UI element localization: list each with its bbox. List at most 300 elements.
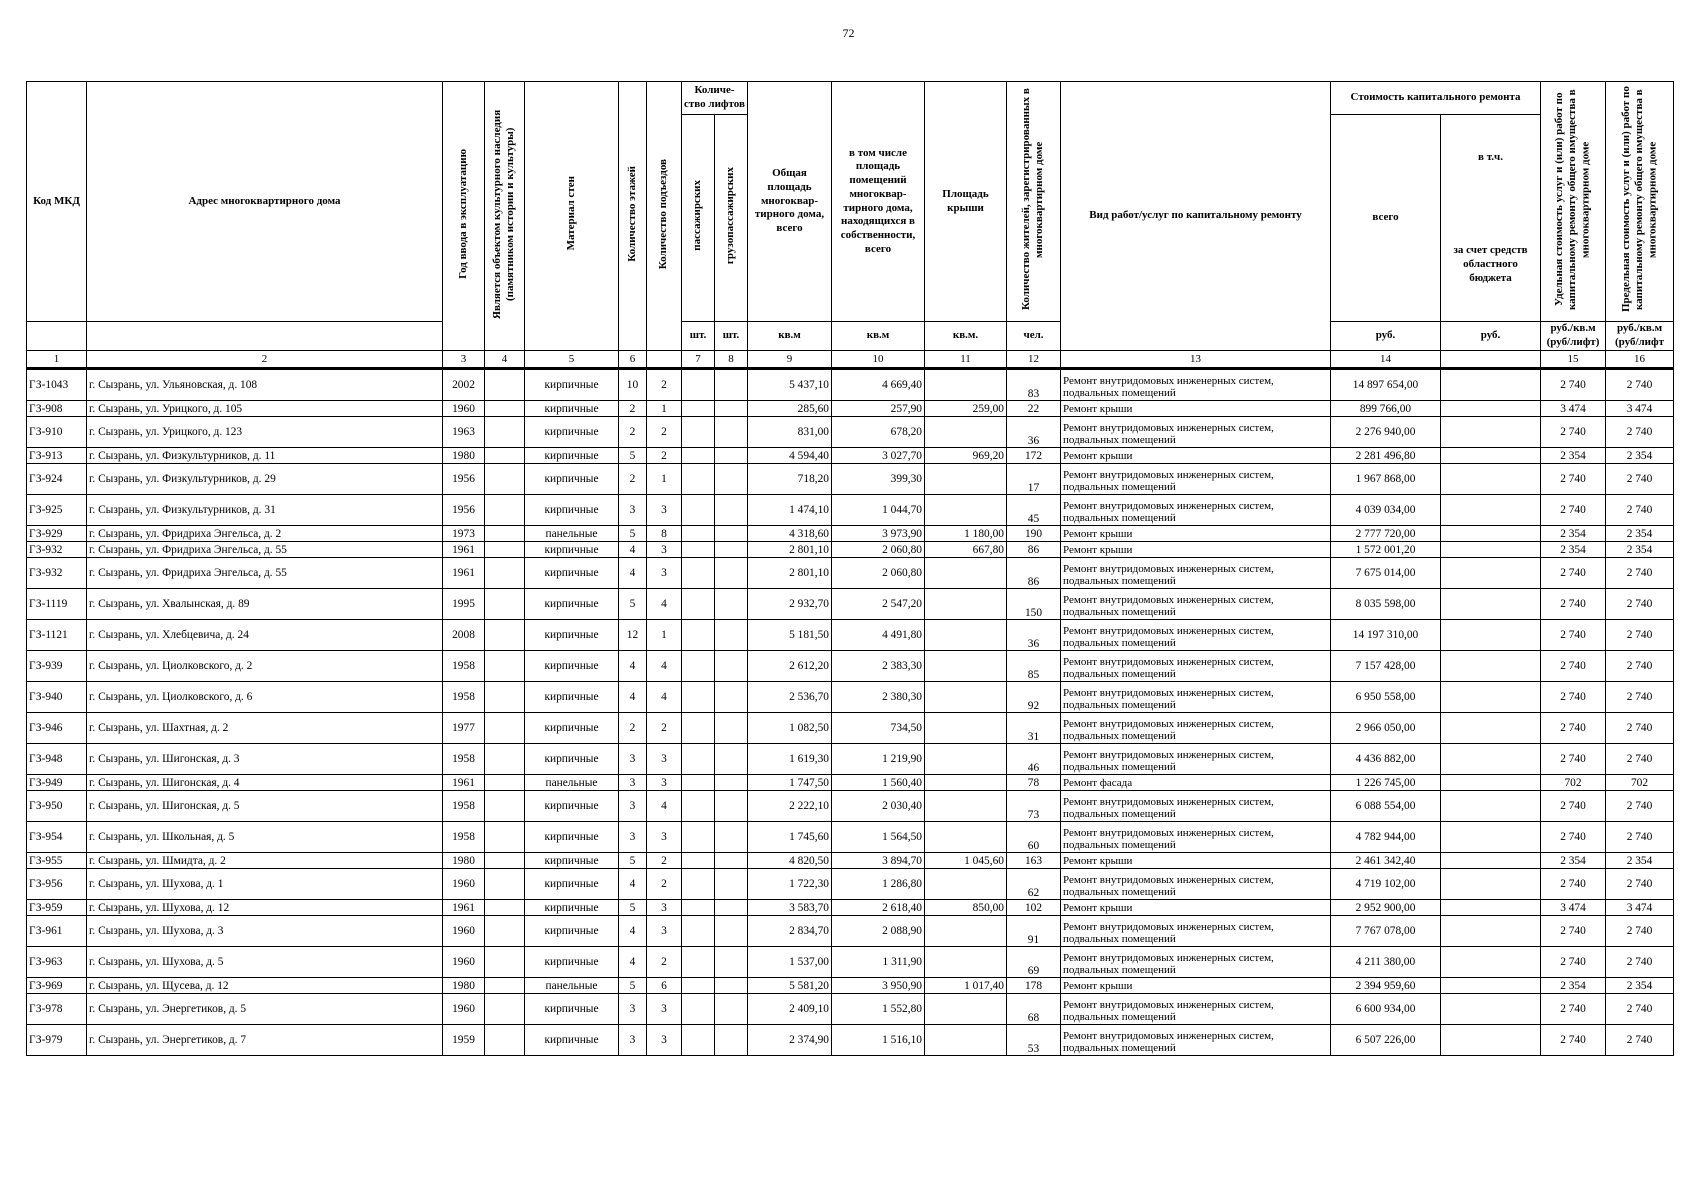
cell-owned-area: 1 552,80 — [832, 994, 925, 1025]
cell-entrances: 3 — [647, 542, 682, 558]
table-row — [27, 369, 1674, 401]
cell-total-area: 1 082,50 — [748, 713, 832, 744]
cell-lifts-freight — [715, 994, 748, 1025]
cell-work-type: Ремонт крыши — [1061, 401, 1331, 417]
cell-heritage — [485, 542, 525, 558]
cell-heritage — [485, 589, 525, 620]
cell-wall: кирпичные — [525, 900, 619, 916]
cell-roof-area: 667,80 — [925, 542, 1007, 558]
cell-owned-area: 399,30 — [832, 464, 925, 495]
cell-address: г. Сызрань, ул. Шухова, д. 1 — [87, 869, 443, 900]
cell-owned-area: 2 380,30 — [832, 682, 925, 713]
cell-residents: 62 — [1007, 869, 1061, 900]
cell-wall: кирпичные — [525, 620, 619, 651]
column-number: 11 — [925, 351, 1007, 369]
cell-roof-area — [925, 682, 1007, 713]
cell-residents: 69 — [1007, 947, 1061, 978]
cell-roof-area — [925, 947, 1007, 978]
cell-total-area: 5 581,20 — [748, 978, 832, 994]
cell-entrances: 3 — [647, 775, 682, 791]
cell-entrances: 8 — [647, 526, 682, 542]
cell-unit-cost: 2 740 — [1541, 916, 1606, 947]
cell-floors: 2 — [619, 464, 647, 495]
col-header-roof-area: Площадь крыши — [925, 82, 1007, 322]
cell-year: 1956 — [443, 464, 485, 495]
col-header-wall: Материал стен — [525, 82, 619, 351]
cell-owned-area: 1 219,90 — [832, 744, 925, 775]
cell-year: 1956 — [443, 495, 485, 526]
cell-address: г. Сызрань, ул. Циолковского, д. 2 — [87, 651, 443, 682]
table-row — [27, 775, 1674, 791]
cell-year: 1961 — [443, 558, 485, 589]
table-row — [27, 526, 1674, 542]
cell-address: г. Сызрань, ул. Урицкого, д. 105 — [87, 401, 443, 417]
cell-wall: кирпичные — [525, 869, 619, 900]
units-address — [87, 322, 443, 351]
cell-year: 1995 — [443, 589, 485, 620]
cell-lifts-freight — [715, 947, 748, 978]
cell-lifts-freight — [715, 526, 748, 542]
cell-max-cost: 2 354 — [1606, 448, 1674, 464]
cell-work-type: Ремонт внутридомовых инженерных систем, подвальных помещений — [1061, 916, 1331, 947]
cell-roof-area — [925, 994, 1007, 1025]
cell-residents: 163 — [1007, 853, 1061, 869]
cell-residents: 86 — [1007, 542, 1061, 558]
cell-wall: панельные — [525, 526, 619, 542]
cell-entrances: 4 — [647, 589, 682, 620]
cell-code: ГЗ-913 — [27, 448, 87, 464]
cell-lifts-passenger — [682, 464, 715, 495]
cell-address: г. Сызрань, ул. Физкультурников, д. 29 — [87, 464, 443, 495]
cell-year: 1961 — [443, 775, 485, 791]
cell-residents: 178 — [1007, 978, 1061, 994]
cell-owned-area: 257,90 — [832, 401, 925, 417]
cell-year: 1960 — [443, 947, 485, 978]
cell-address: г. Сызрань, ул. Фридриха Энгельса, д. 55 — [87, 558, 443, 589]
cell-address: г. Сызрань, ул. Энергетиков, д. 7 — [87, 1025, 443, 1056]
table-row — [27, 822, 1674, 853]
cell-entrances: 2 — [647, 448, 682, 464]
cell-lifts-passenger — [682, 994, 715, 1025]
table-row — [27, 464, 1674, 495]
cell-floors: 4 — [619, 869, 647, 900]
cell-address: г. Сызрань, ул. Шигонская, д. 4 — [87, 775, 443, 791]
cell-heritage — [485, 713, 525, 744]
cell-unit-cost: 2 354 — [1541, 448, 1606, 464]
cell-residents: 73 — [1007, 791, 1061, 822]
cell-owned-area: 2 060,80 — [832, 558, 925, 589]
cell-lifts-passenger — [682, 853, 715, 869]
cell-roof-area — [925, 775, 1007, 791]
cell-max-cost: 2 740 — [1606, 464, 1674, 495]
cell-floors: 5 — [619, 526, 647, 542]
column-number: 7 — [682, 351, 715, 369]
cell-residents: 22 — [1007, 401, 1061, 417]
cell-roof-area — [925, 589, 1007, 620]
cell-residents: 83 — [1007, 369, 1061, 401]
cell-code: ГЗ-929 — [27, 526, 87, 542]
cell-floors: 5 — [619, 900, 647, 916]
cell-year: 1958 — [443, 791, 485, 822]
cell-max-cost: 2 740 — [1606, 589, 1674, 620]
table-row — [27, 1025, 1674, 1056]
cell-entrances: 4 — [647, 682, 682, 713]
cell-lifts-passenger — [682, 916, 715, 947]
cell-cost-regional — [1441, 401, 1541, 417]
table-row — [27, 558, 1674, 589]
cell-wall: кирпичные — [525, 558, 619, 589]
cell-lifts-passenger — [682, 401, 715, 417]
col-header-max-cost: Предельная стоимость услуг и (или) работ по капитальному ремонту общего имущества в многоквартирном доме — [1606, 82, 1674, 322]
cell-entrances: 2 — [647, 369, 682, 401]
cell-floors: 4 — [619, 947, 647, 978]
cell-floors: 2 — [619, 713, 647, 744]
table-body — [27, 369, 1674, 1056]
cell-lifts-freight — [715, 1025, 748, 1056]
cell-unit-cost: 3 474 — [1541, 401, 1606, 417]
cell-unit-cost: 2 740 — [1541, 713, 1606, 744]
cell-code: ГЗ-961 — [27, 916, 87, 947]
cell-cost-total: 4 782 944,00 — [1331, 822, 1441, 853]
table-row — [27, 869, 1674, 900]
cell-residents: 36 — [1007, 620, 1061, 651]
column-number: 16 — [1606, 351, 1674, 369]
cell-code: ГЗ-940 — [27, 682, 87, 713]
cell-address: г. Сызрань, ул. Хвалынская, д. 89 — [87, 589, 443, 620]
cell-heritage — [485, 744, 525, 775]
cell-floors: 3 — [619, 775, 647, 791]
cell-work-type: Ремонт внутридомовых инженерных систем, подвальных помещений — [1061, 620, 1331, 651]
cell-address: г. Сызрань, ул. Школьная, д. 5 — [87, 822, 443, 853]
cell-lifts-passenger — [682, 369, 715, 401]
cell-total-area: 1 619,30 — [748, 744, 832, 775]
cell-max-cost: 2 740 — [1606, 369, 1674, 401]
cell-code: ГЗ-939 — [27, 651, 87, 682]
cell-cost-total: 4 211 380,00 — [1331, 947, 1441, 978]
cell-heritage — [485, 526, 525, 542]
cell-floors: 3 — [619, 822, 647, 853]
cell-residents: 46 — [1007, 744, 1061, 775]
cell-roof-area — [925, 495, 1007, 526]
cell-lifts-freight — [715, 791, 748, 822]
col-header-residents: Количество жителей, зарегистрированных в многоквартирном доме — [1007, 82, 1061, 322]
cell-cost-total: 8 035 598,00 — [1331, 589, 1441, 620]
cell-max-cost: 2 740 — [1606, 744, 1674, 775]
cell-entrances: 3 — [647, 900, 682, 916]
column-number: 1 — [27, 351, 87, 369]
col-header-incl: в т.ч. — [1478, 150, 1503, 163]
cell-cost-regional — [1441, 682, 1541, 713]
cell-work-type: Ремонт внутридомовых инженерных систем, подвальных помещений — [1061, 417, 1331, 448]
units-unit-cost: руб./кв.м (руб/лифт) — [1541, 322, 1606, 351]
cell-lifts-freight — [715, 853, 748, 869]
table-row — [27, 853, 1674, 869]
cell-year: 1961 — [443, 542, 485, 558]
cell-work-type: Ремонт внутридомовых инженерных систем, подвальных помещений — [1061, 869, 1331, 900]
cell-entrances: 3 — [647, 495, 682, 526]
cell-work-type: Ремонт внутридомовых инженерных систем, подвальных помещений — [1061, 822, 1331, 853]
cell-year: 2002 — [443, 369, 485, 401]
cell-lifts-passenger — [682, 495, 715, 526]
cell-work-type: Ремонт фасада — [1061, 775, 1331, 791]
col-header-lifts: Количе-ство лифтов — [682, 82, 748, 115]
cell-year: 1960 — [443, 401, 485, 417]
table-row — [27, 495, 1674, 526]
cell-year: 1963 — [443, 417, 485, 448]
cell-total-area: 2 801,10 — [748, 558, 832, 589]
cell-cost-regional — [1441, 916, 1541, 947]
cell-lifts-passenger — [682, 822, 715, 853]
column-number: 3 — [443, 351, 485, 369]
cell-cost-regional — [1441, 713, 1541, 744]
cell-lifts-passenger — [682, 620, 715, 651]
cell-lifts-passenger — [682, 542, 715, 558]
cell-entrances: 3 — [647, 744, 682, 775]
cell-heritage — [485, 620, 525, 651]
cell-unit-cost: 2 354 — [1541, 542, 1606, 558]
cell-wall: панельные — [525, 775, 619, 791]
cell-total-area: 831,00 — [748, 417, 832, 448]
cell-code: ГЗ-963 — [27, 947, 87, 978]
cell-floors: 4 — [619, 651, 647, 682]
cell-wall: кирпичные — [525, 495, 619, 526]
cell-entrances: 2 — [647, 869, 682, 900]
cell-total-area: 1 747,50 — [748, 775, 832, 791]
cell-entrances: 2 — [647, 947, 682, 978]
cell-lifts-freight — [715, 978, 748, 994]
cell-max-cost: 2 740 — [1606, 822, 1674, 853]
cell-wall: кирпичные — [525, 682, 619, 713]
cell-total-area: 4 820,50 — [748, 853, 832, 869]
cell-owned-area: 2 547,20 — [832, 589, 925, 620]
cell-owned-area: 3 973,90 — [832, 526, 925, 542]
cell-lifts-passenger — [682, 558, 715, 589]
cell-address: г. Сызрань, ул. Циолковского, д. 6 — [87, 682, 443, 713]
cell-lifts-passenger — [682, 589, 715, 620]
cell-cost-regional — [1441, 448, 1541, 464]
cell-max-cost: 2 354 — [1606, 526, 1674, 542]
cell-heritage — [485, 401, 525, 417]
cell-unit-cost: 2 354 — [1541, 978, 1606, 994]
cell-residents: 60 — [1007, 822, 1061, 853]
table-row — [27, 744, 1674, 775]
cell-floors: 4 — [619, 558, 647, 589]
cell-lifts-freight — [715, 369, 748, 401]
cell-total-area: 2 222,10 — [748, 791, 832, 822]
cell-wall: кирпичные — [525, 822, 619, 853]
cell-year: 1958 — [443, 651, 485, 682]
cell-heritage — [485, 947, 525, 978]
table-row — [27, 401, 1674, 417]
cell-residents: 91 — [1007, 916, 1061, 947]
cell-address: г. Сызрань, ул. Фридриха Энгельса, д. 55 — [87, 542, 443, 558]
cell-max-cost: 2 740 — [1606, 791, 1674, 822]
cell-owned-area: 3 894,70 — [832, 853, 925, 869]
cell-work-type: Ремонт внутридомовых инженерных систем, подвальных помещений — [1061, 1025, 1331, 1056]
cell-wall: кирпичные — [525, 417, 619, 448]
cell-code: ГЗ-910 — [27, 417, 87, 448]
cell-cost-total: 4 436 882,00 — [1331, 744, 1441, 775]
cell-floors: 2 — [619, 417, 647, 448]
cell-lifts-passenger — [682, 682, 715, 713]
cell-unit-cost: 2 740 — [1541, 369, 1606, 401]
cell-floors: 3 — [619, 1025, 647, 1056]
cell-cost-total: 4 039 034,00 — [1331, 495, 1441, 526]
col-header-floors: Количество этажей — [619, 82, 647, 351]
cell-address: г. Сызрань, ул. Энергетиков, д. 5 — [87, 994, 443, 1025]
cell-work-type: Ремонт внутридомовых инженерных систем, подвальных помещений — [1061, 589, 1331, 620]
cell-unit-cost: 2 740 — [1541, 1025, 1606, 1056]
column-number: 15 — [1541, 351, 1606, 369]
cell-address: г. Сызрань, ул. Фридриха Энгельса, д. 2 — [87, 526, 443, 542]
cell-lifts-freight — [715, 682, 748, 713]
cell-code: ГЗ-946 — [27, 713, 87, 744]
cell-max-cost: 2 354 — [1606, 853, 1674, 869]
cell-total-area: 1 474,10 — [748, 495, 832, 526]
cell-code: ГЗ-932 — [27, 542, 87, 558]
cell-unit-cost: 2 740 — [1541, 682, 1606, 713]
cell-unit-cost: 2 740 — [1541, 791, 1606, 822]
cell-total-area: 5 181,50 — [748, 620, 832, 651]
cell-total-area: 1 537,00 — [748, 947, 832, 978]
cell-total-area: 2 409,10 — [748, 994, 832, 1025]
cell-owned-area: 3 027,70 — [832, 448, 925, 464]
cell-entrances: 1 — [647, 464, 682, 495]
cell-address: г. Сызрань, ул. Шухова, д. 3 — [87, 916, 443, 947]
cell-owned-area: 2 618,40 — [832, 900, 925, 916]
col-header-heritage: Является объектом культурного наследия (памятником истории и культуры) — [485, 82, 525, 351]
cell-owned-area: 1 044,70 — [832, 495, 925, 526]
cell-lifts-freight — [715, 495, 748, 526]
cell-max-cost: 2 740 — [1606, 651, 1674, 682]
cell-max-cost: 2 740 — [1606, 869, 1674, 900]
cell-cost-total: 2 966 050,00 — [1331, 713, 1441, 744]
cell-code: ГЗ-948 — [27, 744, 87, 775]
table-row — [27, 448, 1674, 464]
cell-owned-area: 4 491,80 — [832, 620, 925, 651]
cell-work-type: Ремонт крыши — [1061, 978, 1331, 994]
cell-floors: 10 — [619, 369, 647, 401]
cell-entrances: 3 — [647, 558, 682, 589]
cell-total-area: 4 318,60 — [748, 526, 832, 542]
cell-wall: кирпичные — [525, 947, 619, 978]
cell-heritage — [485, 978, 525, 994]
cell-floors: 5 — [619, 589, 647, 620]
cell-entrances: 4 — [647, 651, 682, 682]
page-number: 72 — [842, 26, 855, 40]
units-residents: чел. — [1007, 322, 1061, 351]
units-lifts-passenger: шт. — [682, 322, 715, 351]
cell-roof-area — [925, 369, 1007, 401]
cell-total-area: 4 594,40 — [748, 448, 832, 464]
cell-work-type: Ремонт внутридомовых инженерных систем, подвальных помещений — [1061, 682, 1331, 713]
cell-total-area: 3 583,70 — [748, 900, 832, 916]
column-number — [647, 351, 682, 369]
cell-heritage — [485, 369, 525, 401]
cell-floors: 5 — [619, 448, 647, 464]
cell-wall: кирпичные — [525, 448, 619, 464]
cell-address: г. Сызрань, ул. Шухова, д. 5 — [87, 947, 443, 978]
cell-cost-regional — [1441, 620, 1541, 651]
cell-entrances: 3 — [647, 1025, 682, 1056]
col-header-cost: Стоимость капитального ремонта — [1331, 82, 1541, 115]
cell-heritage — [485, 1025, 525, 1056]
table-row — [27, 417, 1674, 448]
cell-year: 1980 — [443, 448, 485, 464]
cell-year: 1958 — [443, 744, 485, 775]
cell-lifts-passenger — [682, 417, 715, 448]
cell-lifts-freight — [715, 448, 748, 464]
table-row — [27, 542, 1674, 558]
cell-owned-area: 1 564,50 — [832, 822, 925, 853]
cell-wall: кирпичные — [525, 1025, 619, 1056]
cell-roof-area — [925, 651, 1007, 682]
cell-lifts-passenger — [682, 713, 715, 744]
cell-max-cost: 702 — [1606, 775, 1674, 791]
cell-roof-area — [925, 869, 1007, 900]
cell-unit-cost: 702 — [1541, 775, 1606, 791]
cell-work-type: Ремонт внутридомовых инженерных систем, подвальных помещений — [1061, 947, 1331, 978]
cell-unit-cost: 2 740 — [1541, 558, 1606, 589]
cell-unit-cost: 2 740 — [1541, 589, 1606, 620]
cell-total-area: 1 722,30 — [748, 869, 832, 900]
cell-wall: кирпичные — [525, 401, 619, 417]
cell-cost-regional — [1441, 978, 1541, 994]
cell-owned-area: 2 060,80 — [832, 542, 925, 558]
cell-floors: 4 — [619, 682, 647, 713]
cell-max-cost: 2 740 — [1606, 620, 1674, 651]
cell-entrances: 1 — [647, 620, 682, 651]
cell-cost-total: 1 967 868,00 — [1331, 464, 1441, 495]
cell-roof-area — [925, 744, 1007, 775]
cell-entrances: 2 — [647, 853, 682, 869]
cell-cost-regional — [1441, 947, 1541, 978]
cell-unit-cost: 2 740 — [1541, 620, 1606, 651]
cell-wall: кирпичные — [525, 791, 619, 822]
cell-residents: 150 — [1007, 589, 1061, 620]
cell-year: 1960 — [443, 994, 485, 1025]
cell-residents: 68 — [1007, 994, 1061, 1025]
table-row — [27, 994, 1674, 1025]
cell-heritage — [485, 417, 525, 448]
cell-lifts-freight — [715, 713, 748, 744]
cell-wall: панельные — [525, 978, 619, 994]
cell-cost-total: 14 197 310,00 — [1331, 620, 1441, 651]
cell-wall: кирпичные — [525, 542, 619, 558]
cell-code: ГЗ-969 — [27, 978, 87, 994]
cell-total-area: 2 932,70 — [748, 589, 832, 620]
cell-wall: кирпичные — [525, 713, 619, 744]
column-number: 6 — [619, 351, 647, 369]
cell-work-type: Ремонт внутридомовых инженерных систем, подвальных помещений — [1061, 744, 1331, 775]
cell-cost-total: 6 600 934,00 — [1331, 994, 1441, 1025]
col-header-entrances: Количество подъездов — [647, 82, 682, 351]
cell-cost-regional — [1441, 369, 1541, 401]
cell-entrances: 2 — [647, 713, 682, 744]
col-header-code: Код МКД — [27, 82, 87, 322]
cell-unit-cost: 2 354 — [1541, 526, 1606, 542]
units-total-area: кв.м — [748, 322, 832, 351]
cell-year: 1958 — [443, 682, 485, 713]
cell-cost-total: 2 281 496,80 — [1331, 448, 1441, 464]
table-row — [27, 713, 1674, 744]
cell-lifts-freight — [715, 900, 748, 916]
cell-heritage — [485, 994, 525, 1025]
cell-cost-total: 6 507 226,00 — [1331, 1025, 1441, 1056]
cell-owned-area: 4 669,40 — [832, 369, 925, 401]
cell-lifts-freight — [715, 401, 748, 417]
cell-cost-regional — [1441, 526, 1541, 542]
